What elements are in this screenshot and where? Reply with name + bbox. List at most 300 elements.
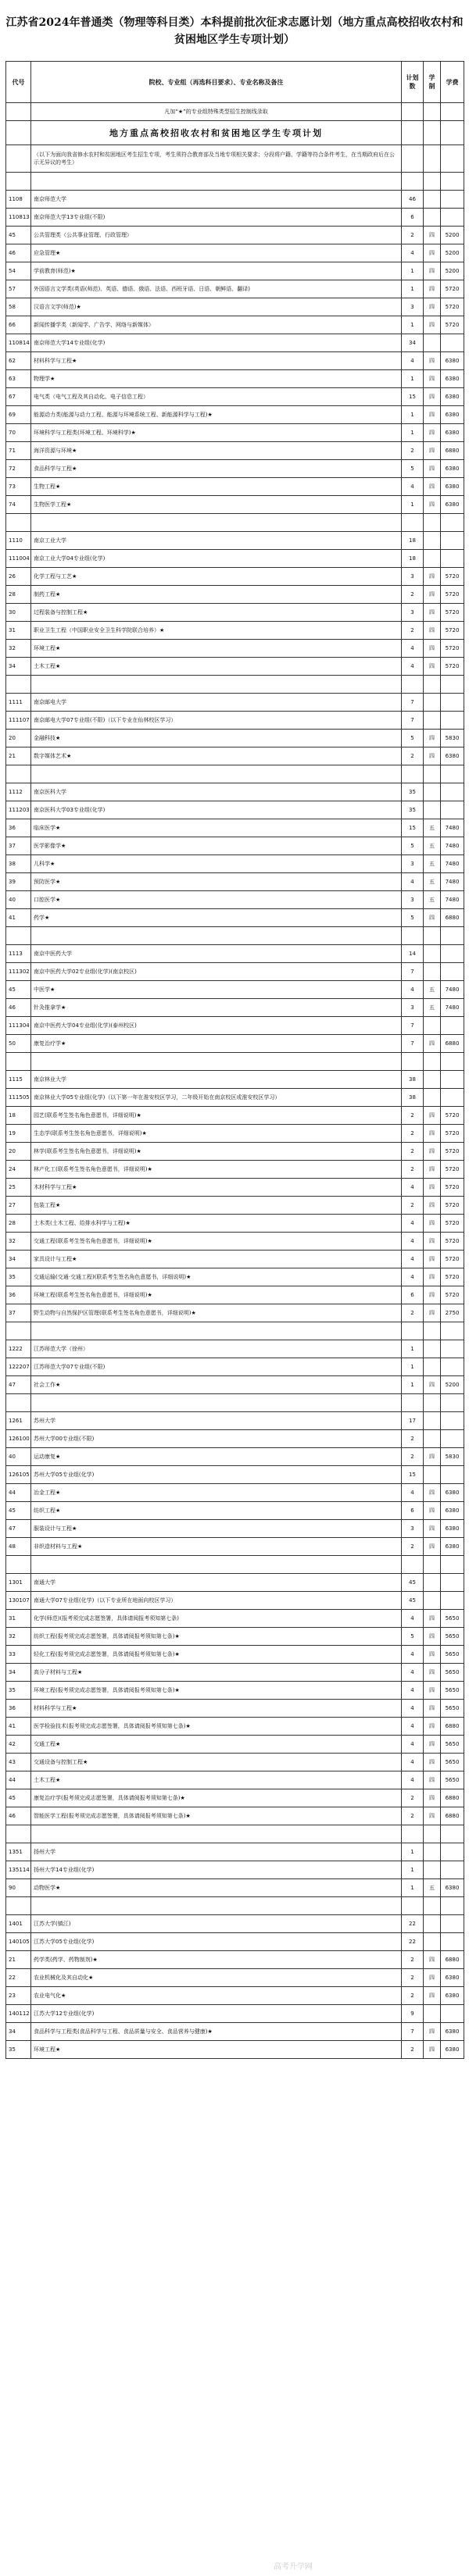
cell-plan: 1 [402, 1358, 424, 1376]
table-row [6, 262, 464, 280]
cell-years: 四 [424, 1664, 441, 1682]
cell-name: 园艺(联系考生签名角色意愿书，详细说明)★ [31, 1107, 402, 1125]
cell-code: 1108 [6, 191, 31, 209]
header-plan: 计划数 [402, 62, 424, 103]
cell-years: 四 [424, 1484, 441, 1502]
cell-plan: 5 [402, 1628, 424, 1646]
cell-fee [441, 1466, 464, 1484]
cell-name: 金融科技★ [31, 730, 402, 747]
cell-plan: 2 [402, 747, 424, 765]
cell-name: 南京工业大学04专业组(化学) [31, 550, 402, 568]
cell-code: 71 [6, 442, 31, 460]
banner-row [6, 121, 464, 145]
cell-years: 四 [424, 1448, 441, 1466]
cell-code: 34 [6, 1251, 31, 1268]
cell-name: 学前教育(师范)★ [31, 262, 402, 280]
cell-name: 职业卫生工程（中国职业安全卫生科学院联合培养）★ [31, 622, 402, 640]
cell-years: 四 [424, 388, 441, 406]
cell-code: 36 [6, 1286, 31, 1304]
cell-code: 1112 [6, 783, 31, 801]
cell-code: 19 [6, 1125, 31, 1143]
cell-code: 28 [6, 586, 31, 604]
cell-plan: 3 [402, 999, 424, 1017]
cell-name: 南京师范大学 [31, 191, 402, 209]
table-row [6, 1340, 464, 1358]
cell-code: 21 [6, 747, 31, 765]
cell-name: 生物工程★ [31, 478, 402, 496]
cell-years: 五 [424, 873, 441, 891]
table-row [6, 478, 464, 496]
cell-plan: 6 [402, 1286, 424, 1304]
cell-name: 制药工程★ [31, 586, 402, 604]
cell-years [424, 1843, 441, 1861]
cell-code: 32 [6, 1233, 31, 1251]
cell-years: 四 [424, 1502, 441, 1520]
group-gap-row [6, 1897, 464, 1915]
cell-name: 高分子材料与工程★ [31, 1664, 402, 1682]
cell-code: 47 [6, 1520, 31, 1538]
cell-name: 儿科学★ [31, 855, 402, 873]
cell-years [424, 1933, 441, 1951]
cell-code: 43 [6, 1754, 31, 1771]
table-row [6, 550, 464, 568]
cell-plan: 2 [402, 622, 424, 640]
table-row [6, 1143, 464, 1161]
cell-code: 90 [6, 1879, 31, 1897]
cell-name: 土木工程★ [31, 658, 402, 676]
cell-fee: 6380 [441, 2023, 464, 2041]
cell-years: 四 [424, 424, 441, 442]
cell-fee: 5200 [441, 227, 464, 244]
cell-years: 四 [424, 478, 441, 496]
cell-years [424, 1574, 441, 1592]
header-fee: 学费 [441, 62, 464, 103]
table-row [6, 1268, 464, 1286]
cell-plan: 2 [402, 227, 424, 244]
cell-fee: 6380 [441, 460, 464, 478]
cell-years: 四 [424, 1215, 441, 1233]
table-row [6, 819, 464, 837]
cell-code: 33 [6, 1646, 31, 1664]
table-row [6, 1412, 464, 1430]
cell-fee [441, 1915, 464, 1933]
cell-name: 纺织工程(报考须完成志愿签署，具体请阅报考须知第七条)★ [31, 1628, 402, 1646]
cell-fee: 5720 [441, 622, 464, 640]
cell-years: 四 [424, 370, 441, 388]
cell-code: 58 [6, 298, 31, 316]
cell-name: 外国语言文学类(英语(师范)、英语、德语、俄语、法语、西班牙语、日语、朝鲜语、翻译) [31, 280, 402, 298]
cell-years: 四 [424, 640, 441, 658]
cell-fee: 6380 [441, 1520, 464, 1538]
table-row [6, 640, 464, 658]
table-row [6, 1502, 464, 1520]
cell-code: 46 [6, 244, 31, 262]
cell-plan: 7 [402, 712, 424, 730]
cell-fee: 5720 [441, 604, 464, 622]
cell-code: 45 [6, 1789, 31, 1807]
cell-name: 木材科学与工程★ [31, 1179, 402, 1197]
cell-code: 44 [6, 1484, 31, 1502]
cell-code: 20 [6, 730, 31, 747]
table-row [6, 801, 464, 819]
cell-code: 47 [6, 1376, 31, 1394]
cell-name: 南京师范大学13专业组(不限) [31, 209, 402, 227]
cell-name: 包装工程★ [31, 1197, 402, 1215]
cell-name: 交通工程(联系考生签名角色意愿书，详细说明)★ [31, 1233, 402, 1251]
cell-name: 江苏大学12专业组(化学) [31, 2005, 402, 2023]
cell-plan: 2 [402, 1197, 424, 1215]
cell-code: 41 [6, 1718, 31, 1736]
cell-name: 轻化工程(报考须完成志愿签署，具体请阅报考须知第七条)★ [31, 1646, 402, 1664]
cell-code: 126100 [6, 1430, 31, 1448]
cell-years [424, 1592, 441, 1610]
cell-plan: 4 [402, 640, 424, 658]
cell-plan: 38 [402, 1089, 424, 1107]
cell-plan: 18 [402, 550, 424, 568]
group-gap-row [6, 514, 464, 532]
cell-fee [441, 1017, 464, 1035]
cell-years: 四 [424, 568, 441, 586]
plan-table [5, 61, 464, 2059]
cell-fee: 5720 [441, 1215, 464, 1233]
cell-code: 62 [6, 352, 31, 370]
page-title: 江苏省2024年普通类（物理等科目类）本科提前批次征求志愿计划（地方重点高校招收农村和贫困地区学生专项计划） [5, 16, 464, 46]
cell-code: 41 [6, 909, 31, 927]
table-row [6, 496, 464, 514]
cell-name: 食品科学与工程★ [31, 460, 402, 478]
cell-fee: 5720 [441, 280, 464, 298]
cell-code: 22 [6, 1969, 31, 1987]
cell-years [424, 801, 441, 819]
cell-years: 四 [424, 316, 441, 334]
group-gap-row [6, 1394, 464, 1412]
table-row [6, 712, 464, 730]
table-row [6, 586, 464, 604]
table-row [6, 1017, 464, 1035]
table-row [6, 1861, 464, 1879]
table-row [6, 1233, 464, 1251]
cell-years: 四 [424, 909, 441, 927]
table-row [6, 1843, 464, 1861]
cell-name: 生态学(联系考生签名角色意愿书，详细说明)★ [31, 1125, 402, 1143]
cell-fee: 6880 [441, 1807, 464, 1825]
cell-plan: 4 [402, 1682, 424, 1700]
cell-plan: 4 [402, 873, 424, 891]
table-header-row [6, 62, 464, 103]
cell-name: 南京中医药大学04专业组(化学)(泰州校区) [31, 1017, 402, 1035]
cell-fee: 7480 [441, 855, 464, 873]
cell-fee: 7480 [441, 873, 464, 891]
cell-years: 四 [424, 1304, 441, 1322]
plan-table-body [6, 62, 464, 2059]
cell-code: 48 [6, 1538, 31, 1556]
cell-name: 南京邮电大学 [31, 694, 402, 712]
cell-name: 针灸推拿学★ [31, 999, 402, 1017]
cell-years [424, 1089, 441, 1107]
cell-code: 45 [6, 981, 31, 999]
cell-name: 社会工作★ [31, 1376, 402, 1394]
cell-plan: 4 [402, 244, 424, 262]
cell-name: 南京林业大学05专业组(化学)（以下第一年在淮安校区学习，二年级开始在南京校区或淮安校区学习） [31, 1089, 402, 1107]
table-row [6, 370, 464, 388]
banner-note: （以下为面向我省修水农村和贫困地区考生招生专项，考生须符合教育部及当地专项相关要求；分段将户籍、学籍等符合条件考生，在当期政府后在公示无异议的考生） [31, 145, 402, 173]
cell-years [424, 1017, 441, 1035]
note-top: 凡加“★”的专业组特殊类型招生控制线录取 [31, 103, 402, 121]
table-row [6, 280, 464, 298]
cell-plan: 35 [402, 801, 424, 819]
cell-years: 四 [424, 1628, 441, 1646]
table-row [6, 1951, 464, 1969]
cell-plan: 2 [402, 1448, 424, 1466]
cell-plan: 4 [402, 1268, 424, 1286]
table-row [6, 1574, 464, 1592]
cell-plan: 22 [402, 1933, 424, 1951]
cell-code: 36 [6, 819, 31, 837]
table-row [6, 981, 464, 999]
table-row [6, 460, 464, 478]
cell-plan: 1 [402, 1843, 424, 1861]
cell-code: 73 [6, 478, 31, 496]
cell-plan: 1 [402, 370, 424, 388]
cell-years: 四 [424, 658, 441, 676]
cell-code: 45 [6, 227, 31, 244]
cell-plan: 4 [402, 1179, 424, 1197]
cell-plan: 7 [402, 1035, 424, 1053]
cell-years [424, 945, 441, 963]
cell-plan: 4 [402, 1771, 424, 1789]
table-row [6, 1071, 464, 1089]
cell-code: 35 [6, 1682, 31, 1700]
cell-name: 公共管理类（公共事业管理、行政管理） [31, 227, 402, 244]
cell-code: 1111 [6, 694, 31, 712]
cell-plan: 1 [402, 280, 424, 298]
cell-plan: 3 [402, 568, 424, 586]
page [5, 0, 464, 2059]
table-row [6, 604, 464, 622]
cell-name: 扬州大学 [31, 1843, 402, 1861]
table-row [6, 1682, 464, 1700]
cell-name: 药学★ [31, 909, 402, 927]
cell-code: 1115 [6, 1071, 31, 1089]
cell-code: 1401 [6, 1915, 31, 1933]
cell-fee: 5720 [441, 1161, 464, 1179]
cell-plan: 1 [402, 1340, 424, 1358]
table-row [6, 747, 464, 765]
cell-years: 四 [424, 1771, 441, 1789]
table-row [6, 837, 464, 855]
cell-name: 南通大学 [31, 1574, 402, 1592]
cell-years [424, 1412, 441, 1430]
table-row [6, 1035, 464, 1053]
section-banner: 地方重点高校招收农村和贫困地区学生专项计划 [31, 121, 402, 145]
cell-years: 四 [424, 1682, 441, 1700]
cell-code: 110814 [6, 334, 31, 352]
cell-fee: 5650 [441, 1610, 464, 1628]
cell-years [424, 550, 441, 568]
cell-plan: 34 [402, 334, 424, 352]
cell-plan: 2 [402, 1789, 424, 1807]
cell-code: 27 [6, 1197, 31, 1215]
cell-fee: 6880 [441, 909, 464, 927]
cell-name: 化学(师范)(报考须完成志愿签署，具体请阅报考须知第七条) [31, 1610, 402, 1628]
cell-code: 1113 [6, 945, 31, 963]
cell-name: 南京中医药大学 [31, 945, 402, 963]
table-row [6, 2023, 464, 2041]
cell-plan: 4 [402, 981, 424, 999]
cell-plan: 7 [402, 2023, 424, 2041]
table-row [6, 1754, 464, 1771]
cell-plan: 2 [402, 442, 424, 460]
cell-fee: 5830 [441, 1448, 464, 1466]
table-row [6, 1700, 464, 1718]
cell-fee: 6380 [441, 496, 464, 514]
cell-fee: 6380 [441, 1484, 464, 1502]
cell-name: 口腔医学★ [31, 891, 402, 909]
cell-years [424, 783, 441, 801]
cell-plan: 1 [402, 1879, 424, 1897]
cell-fee: 5200 [441, 262, 464, 280]
cell-years: 四 [424, 1268, 441, 1286]
group-gap-row [6, 1322, 464, 1340]
cell-years: 四 [424, 1736, 441, 1754]
cell-years: 五 [424, 837, 441, 855]
cell-years: 四 [424, 1718, 441, 1736]
cell-code: 45 [6, 1502, 31, 1520]
cell-name: 家具设计与工程★ [31, 1251, 402, 1268]
cell-years: 四 [424, 352, 441, 370]
cell-code: 63 [6, 370, 31, 388]
cell-plan: 1 [402, 316, 424, 334]
watermark: 高考升学网 [274, 2563, 313, 2571]
cell-years [424, 1071, 441, 1089]
table-row [6, 1376, 464, 1394]
group-gap-row [6, 676, 464, 694]
cell-fee [441, 1933, 464, 1951]
group-gap-row [6, 927, 464, 945]
table-row [6, 227, 464, 244]
cell-code: 50 [6, 1035, 31, 1053]
table-row [6, 1358, 464, 1376]
cell-plan: 2 [402, 1125, 424, 1143]
cell-name: 江苏大学(镇江) [31, 1915, 402, 1933]
cell-name: 冶金工程★ [31, 1484, 402, 1502]
cell-years: 四 [424, 1161, 441, 1179]
table-row [6, 316, 464, 334]
cell-code: 34 [6, 1664, 31, 1682]
cell-years: 五 [424, 855, 441, 873]
cell-plan: 1 [402, 424, 424, 442]
cell-name: 野生动物与自然保护区管理(联系考生签名角色意愿书，详细说明)★ [31, 1304, 402, 1322]
cell-name: 化学工程与工艺★ [31, 568, 402, 586]
cell-code: 35 [6, 1268, 31, 1286]
cell-fee [441, 1358, 464, 1376]
cell-fee: 6880 [441, 1951, 464, 1969]
cell-years: 四 [424, 1376, 441, 1394]
cell-plan: 45 [402, 1574, 424, 1592]
cell-fee [441, 1089, 464, 1107]
table-row [6, 855, 464, 873]
cell-plan: 2 [402, 586, 424, 604]
group-gap-row [6, 765, 464, 783]
cell-plan: 4 [402, 1664, 424, 1682]
cell-name: 江苏师范大学07专业组(不限) [31, 1358, 402, 1376]
cell-fee [441, 1430, 464, 1448]
table-row [6, 1466, 464, 1484]
cell-name: 医学检验技术(报考须完成志愿签署，具体请阅报考须知第七条)★ [31, 1718, 402, 1736]
cell-fee [441, 1071, 464, 1089]
header-name: 院校、专业组（再选科目要求）、专业名称及备注 [31, 62, 402, 103]
cell-code: 28 [6, 1215, 31, 1233]
cell-fee: 5720 [441, 586, 464, 604]
cell-years: 四 [424, 1807, 441, 1825]
cell-years: 四 [424, 586, 441, 604]
table-row [6, 1538, 464, 1556]
cell-years [424, 2005, 441, 2023]
cell-name: 农业机械化及其自动化★ [31, 1969, 402, 1987]
cell-plan: 3 [402, 891, 424, 909]
cell-name: 农业电气化★ [31, 1987, 402, 2005]
cell-fee [441, 1574, 464, 1592]
cell-years: 四 [424, 442, 441, 460]
cell-name: 材料科学与工程★ [31, 1700, 402, 1718]
cell-fee: 6880 [441, 442, 464, 460]
cell-name: 南京工业大学 [31, 532, 402, 550]
cell-code: 1222 [6, 1340, 31, 1358]
table-row [6, 1592, 464, 1610]
cell-years: 四 [424, 460, 441, 478]
table-row [6, 352, 464, 370]
cell-plan: 4 [402, 352, 424, 370]
cell-years: 四 [424, 604, 441, 622]
cell-plan: 3 [402, 1520, 424, 1538]
cell-plan: 2 [402, 1304, 424, 1322]
table-row [6, 1807, 464, 1825]
cell-name: 南京医科大学 [31, 783, 402, 801]
cell-code: 111505 [6, 1089, 31, 1107]
cell-years: 五 [424, 1879, 441, 1897]
cell-name: 药学类(药学、药物制剂)★ [31, 1951, 402, 1969]
header-years: 学制 [424, 62, 441, 103]
cell-name: 过程装备与控制工程★ [31, 604, 402, 622]
cell-name: 南京林业大学 [31, 1071, 402, 1089]
table-row [6, 1448, 464, 1466]
cell-years [424, 712, 441, 730]
cell-years: 五 [424, 891, 441, 909]
group-gap-row [6, 1053, 464, 1071]
table-row [6, 1969, 464, 1987]
cell-name: 物理学★ [31, 370, 402, 388]
cell-name: 南通大学07专业组(化学)（以下专业所在地面向校区学习） [31, 1592, 402, 1610]
cell-plan: 5 [402, 460, 424, 478]
cell-name: 苏州大学00专业组(不限) [31, 1430, 402, 1448]
cell-years [424, 694, 441, 712]
table-row [6, 1771, 464, 1789]
table-row [6, 1304, 464, 1322]
cell-plan: 2 [402, 1107, 424, 1125]
cell-years: 四 [424, 1179, 441, 1197]
cell-plan: 4 [402, 1736, 424, 1754]
cell-years: 四 [424, 730, 441, 747]
table-row [6, 1286, 464, 1304]
note-row [6, 103, 464, 121]
table-row [6, 1736, 464, 1754]
cell-fee [441, 532, 464, 550]
cell-code: 74 [6, 496, 31, 514]
table-row [6, 945, 464, 963]
cell-name: 土木类(土木工程、给排水科学与工程)★ [31, 1215, 402, 1233]
cell-years: 四 [424, 1251, 441, 1268]
cell-plan: 17 [402, 1412, 424, 1430]
